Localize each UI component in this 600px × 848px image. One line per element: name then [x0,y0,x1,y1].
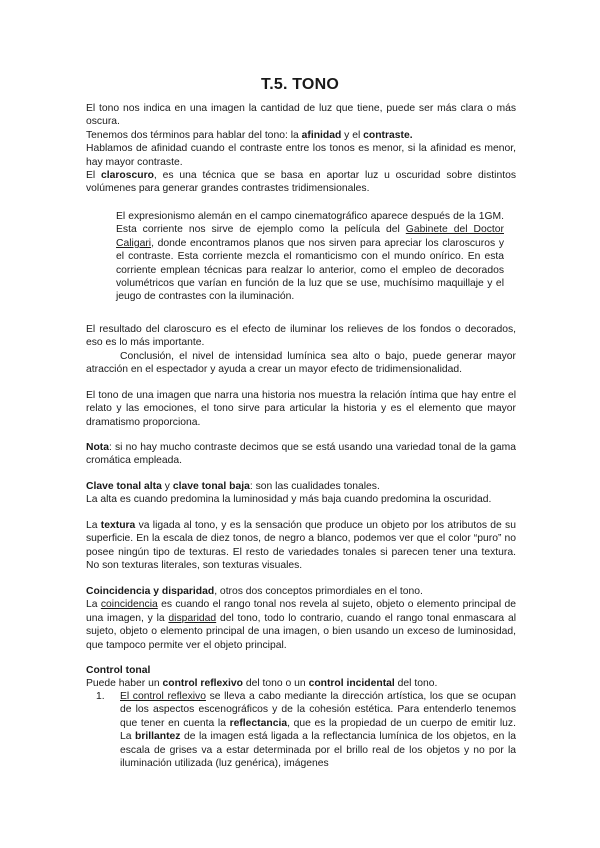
clave-paragraph-2: La alta es cuando predomina la luminosidad y más baja cuando predomina la oscuridad. [86,494,492,506]
intro-paragraph-2: Tenemos dos términos para hablar del tono: la afinidad y el contraste. [86,129,413,141]
intro-paragraph-4: El claroscuro, es una técnica que se basa en aportar luz u oscuridad sobre distintos volúmenes para generar grandes contrastes tridimensionales. [86,170,516,195]
control-heading: Control tonal [86,665,151,676]
page-title: T.5. TONO [261,76,339,93]
coincidencia-paragraph-1: Coincidencia y disparidad, otros dos conceptos primordiales en el tono. [86,586,423,597]
textura-paragraph: La textura va ligada al tono, y es la sensación que produce un objeto por los atributos de su superficie. En la escala de diez tonos, de negro a blanco, podemos ver que el color “puro” no posee ningún tipo de texturas. El resto de variedades tonales si parecen tener una textura. No son texturas literales, son texturas visuales. [86,520,516,572]
intro-paragraph-3: Hablamos de afinidad cuando el contraste entre los tonos es menor, si la afinidad es menor, hay mayor contraste. [86,143,516,168]
clave-section [86,480,516,507]
intro-paragraph-1: El tono nos indica en una imagen la cantidad de luz que tiene, puede ser más clara o más oscura. [86,103,516,128]
result-paragraph-1: El resultado del claroscuro es el efecto de iluminar los relieves de los fondos o decorados, eso es lo más importante. [86,324,516,349]
result-paragraph-2: Conclusión, el nivel de intensidad lumínica sea alto o bajo, puede generar mayor atracción en el espectador y ayuda a crear un mayor efecto de tridimensionalidad. [86,350,516,376]
intro-section [86,102,516,196]
nota-label: Nota [86,442,109,453]
control-section [86,664,516,691]
coincidencia-paragraph-2: La coincidencia es cuando el rango tonal nos revela al sujeto, objeto o elemento principal de una imagen, y la disparidad del tono, todo lo contrario, cuando el rango tonal enmascara al sujeto, objeto o elemento principal de una imagen, o bien usando un exceso de luminosidad, que tampoco permite ver el objeto principal. [86,599,517,651]
quote-paragraph: El expresionismo alemán en el campo cinematográfico aparece después de la 1GM. Esta corriente nos sirve de ejemplo como la película del Gabinete del Doctor Caligari, donde encontramos planos que nos sirven para apreciar los claroscuros y el contraste. Esta corriente mezcla el romanticismo con el mundo onírico. En esta corriente emplean técnicas para realzar lo anterior, como el empleo de decorados volumétricos que varían en función de la luz que se use, muchísimo maquillaje y el jeugo de contrastes con la iluminación. [116,211,504,303]
coincidencia-section [86,585,516,652]
clave-paragraph-1: Clave tonal alta y clave tonal baja: son las cualidades tonales. [86,481,380,492]
story-paragraph: El tono de una imagen que narra una historia nos muestra la relación íntima que hay entre el relato y las emociones, el tono sirve para articular la historia y es el elemento que mayor dramatismo proporciona. [86,390,516,428]
control-paragraph: Puede haber un control reflexivo del tono o un control incidental del tono. [86,678,438,690]
film-title-link: Gabinete del Doctor Caligari [116,224,504,249]
list-item [96,690,516,770]
quote-block [116,210,504,304]
result-section [86,323,516,377]
list-item-text: El control reflexivo se lleva a cabo mediante la dirección artística, los que se ocupan de los aspectos escenográficos y de la cohesión estética. Para entenderlo tenemos que tener en cuenta la reflectancia, que es la propiedad de un cuerpo de emitir luz. La brillantez de la imagen está ligada a la reflectancia lumínica de los objetos, en la escala de grises va a estar determinada por el brillo real de los objetos y no por la iluminación utilizada (luz genérica), imágenes [120,691,516,770]
list-item-number: 1. [96,691,105,702]
numbered-list [96,690,516,770]
nota-paragraph: Nota: si no hay mucho contraste decimos que se está usando una variedad tonal de la gama cromática empleada. [86,442,516,467]
